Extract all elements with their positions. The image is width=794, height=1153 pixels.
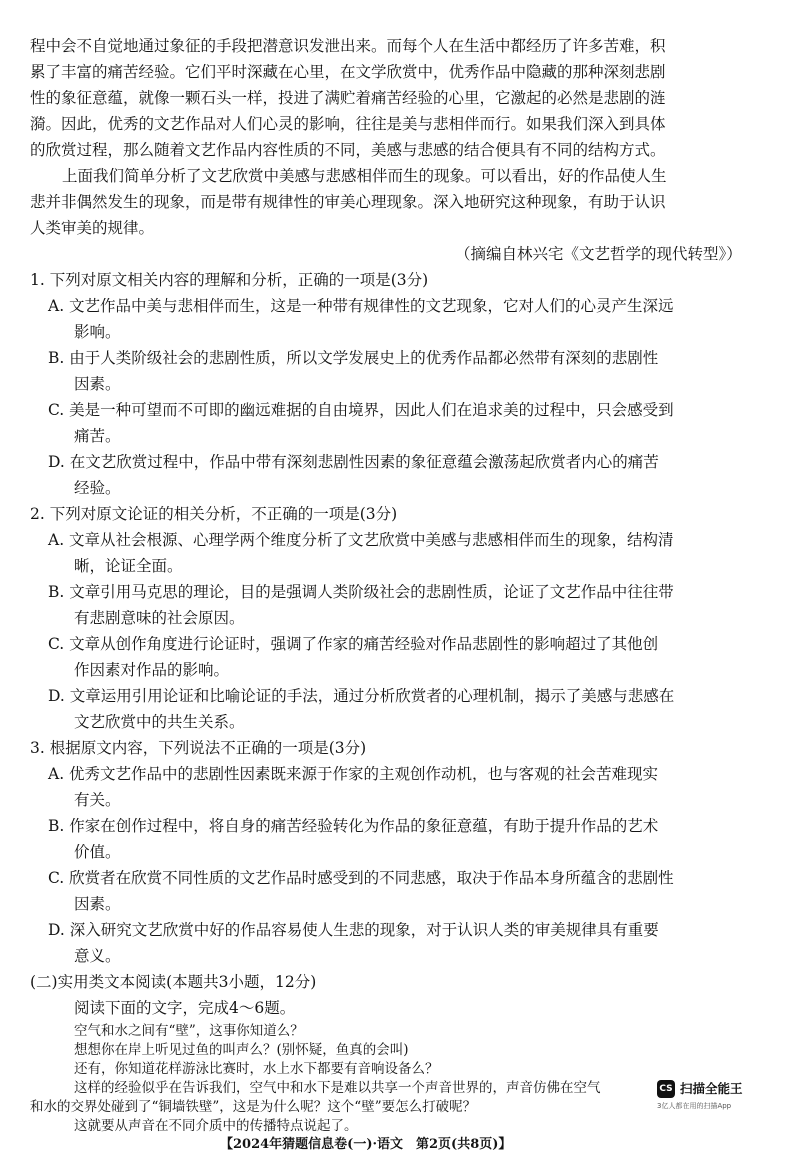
passage-line-2: 累了丰富的痛苦经验。它们平时深藏在心里，在文学欣赏中，优秀作品中隐藏的那种深刻悲剧 <box>30 63 666 81</box>
q1-option-c: C. 美是一种可望而不可即的幽远难据的自由境界，因此人们在追求美的过程中，只会感受到 <box>48 401 674 419</box>
passage-line-4: 漪。因此，优秀的文艺作品对人们心灵的影响，往往是美与悲相伴而行。如果我们深入到具体 <box>30 115 666 133</box>
q2-option-b-cont: 有悲剧意味的社会原因。 <box>74 609 245 627</box>
q1-option-b-cont: 因素。 <box>74 375 121 393</box>
q1-option-a-cont: 影响。 <box>74 323 121 341</box>
passage-line-7: 悲并非偶然发生的现象，而是带有规律性的审美心理现象。深入地研究这种现象，有助于认识 <box>30 193 666 211</box>
passage-line-6: 上面我们简单分析了文艺欣赏中美感与悲感相伴而生的现象。可以看出，好的作品使人生 <box>62 167 667 185</box>
article-line-4: 这样的经验似乎在告诉我们，空气中和水下是难以共享一个声音世界的，声音仿佛在空气 <box>74 1080 601 1096</box>
q2-option-d: D. 文章运用引用论证和比喻论证的手法，通过分析欣赏者的心理机制，揭示了美感与悲感在 <box>48 687 675 705</box>
q3-option-a: A. 优秀文艺作品中的悲剧性因素既来源于作家的主观创作动机，也与客观的社会苦难现实 <box>48 765 659 783</box>
q3-stem: 3. 根据原文内容，下列说法不正确的一项是(3分) <box>30 739 367 757</box>
article-line-1: 空气和水之间有“壁”，这事你知道么？ <box>74 1023 304 1039</box>
q3-option-b: B. 作家在创作过程中，将自身的痛苦经验转化为作品的象征意蕴，有助于提升作品的艺术 <box>48 817 659 835</box>
passage-line-8: 人类审美的规律。 <box>30 219 155 237</box>
section-2-instruction: 阅读下面的文字，完成4～6题。 <box>74 999 296 1017</box>
q2-option-d-cont: 文艺欣赏中的共生关系。 <box>74 713 245 731</box>
q3-option-c: C. 欣赏者在欣赏不同性质的文艺作品时感受到的不同悲感，取决于作品本身所蕴含的悲剧性 <box>48 869 674 887</box>
q2-option-a-cont: 晰，论证全面。 <box>74 557 183 575</box>
q3-option-a-cont: 有关。 <box>74 791 121 809</box>
passage-line-1: 程中会不自觉地通过象征的手段把潜意识发泄出来。而每个人在生活中都经历了许多苦难，积 <box>30 37 666 55</box>
q2-option-b: B. 文章引用马克思的理论，目的是强调人类阶级社会的悲剧性质，论证了文艺作品中往往带 <box>48 583 674 601</box>
page-footer: 【2024年猜题信息卷(一)·语文 第2页(共8页)】 <box>220 1137 512 1152</box>
section-2-heading: (二)实用类文本阅读(本题共3小题，12分) <box>30 973 317 991</box>
source-citation: （摘编自林兴宅《文艺哲学的现代转型》） <box>455 245 742 263</box>
q1-option-c-cont: 痛苦。 <box>74 427 121 445</box>
camscanner-logo-icon: CS <box>657 1080 675 1098</box>
q2-option-a: A. 文章从社会根源、心理学两个维度分析了文艺欣赏中美感与悲感相伴而生的现象，结构清 <box>48 531 674 549</box>
q1-option-a: A. 文艺作品中美与悲相伴而生，这是一种带有规律性的文艺现象，它对人们的心灵产生深远 <box>48 297 674 315</box>
q3-option-c-cont: 因素。 <box>74 895 121 913</box>
q1-option-b: B. 由于人类阶级社会的悲剧性质，所以文学发展史上的优秀作品都必然带有深刻的悲剧性 <box>48 349 659 367</box>
article-line-3: 还有，你知道花样游泳比赛时，水上水下都要有音响设备么？ <box>74 1061 439 1077</box>
article-line-2: 想想你在岸上听见过鱼的叫声么？(别怀疑，鱼真的会叫) <box>74 1042 409 1058</box>
passage-line-3: 性的象征意蕴，就像一颗石头一样，投进了满贮着痛苦经验的心里，它激起的必然是悲剧的涟 <box>30 89 666 107</box>
q2-stem: 2. 下列对原文论证的相关分析，不正确的一项是(3分) <box>30 505 398 523</box>
article-line-5: 和水的交界处碰到了“铜墙铁壁”，这是为什么呢？这个“壁”要怎么打破呢？ <box>30 1099 477 1115</box>
q1-option-d-cont: 经验。 <box>74 479 121 497</box>
passage-line-5: 的欣赏过程，那么随着文艺作品内容性质的不同，美感与悲感的结合便具有不同的结构方式。 <box>30 141 666 159</box>
q2-option-c-cont: 作因素对作品的影响。 <box>74 661 230 679</box>
q1-option-d: D. 在文艺欣赏过程中，作品中带有深刻悲剧性因素的象征意蕴会激荡起欣赏者内心的痛苦 <box>48 453 659 471</box>
q3-option-d-cont: 意义。 <box>74 947 121 965</box>
q3-option-b-cont: 价值。 <box>74 843 121 861</box>
camscanner-tagline: 3亿人都在用的扫描App <box>657 1102 732 1110</box>
camscanner-name: 扫描全能王 <box>680 1081 743 1096</box>
article-line-6: 这就要从声音在不同介质中的传播特点说起了。 <box>74 1118 358 1134</box>
q1-stem: 1. 下列对原文相关内容的理解和分析，正确的一项是(3分) <box>30 271 429 289</box>
q2-option-c: C. 文章从创作角度进行论证时，强调了作家的痛苦经验对作品悲剧性的影响超过了其他创 <box>48 635 659 653</box>
q3-option-d: D. 深入研究文艺欣赏中好的作品容易使人生悲的现象，对于认识人类的审美规律具有重要 <box>48 921 659 939</box>
